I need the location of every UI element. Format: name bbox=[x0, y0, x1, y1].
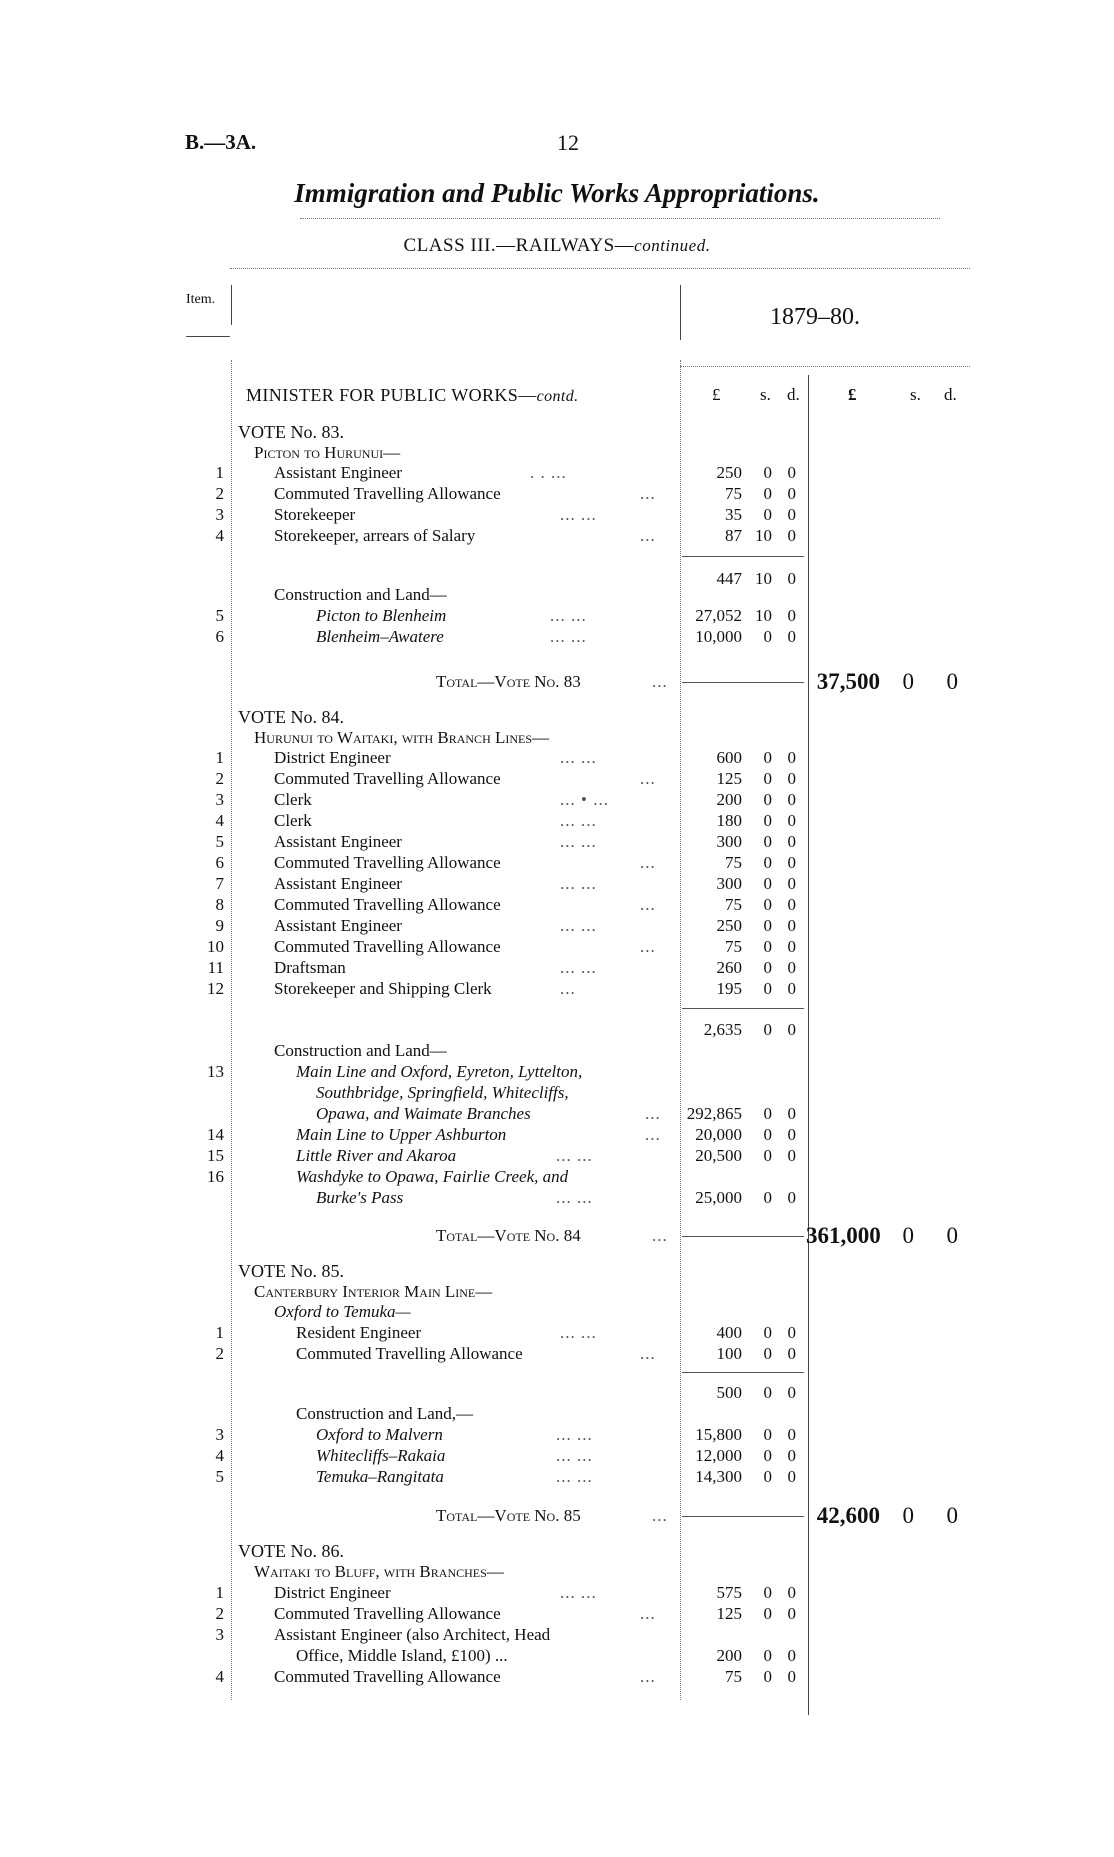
table-row: 1 Resident Engineer ... ... 400 0 0 bbox=[215, 1323, 796, 1342]
table-row: 4 Clerk ... ... 180 0 0 bbox=[215, 811, 796, 830]
table-row: 4 Storekeeper, arrears of Salary ... 87 10 0 bbox=[215, 526, 796, 545]
total-pound-column-header: £ bbox=[848, 385, 857, 404]
item-column-rule-top bbox=[231, 285, 232, 325]
page-number: 12 bbox=[557, 130, 579, 155]
table-row: 2 Commuted Travelling Allowance ... 125 0 0 bbox=[215, 1604, 796, 1623]
class-rule bbox=[230, 268, 970, 269]
table-row-continuation: Office, Middle Island, £100) ... 200 0 0 bbox=[296, 1646, 796, 1665]
total-rule bbox=[682, 682, 804, 683]
table-row: 5 Picton to Blenheim ... ... 27,052 10 0 bbox=[215, 606, 796, 625]
vote-85-title: VOTE No. 85. bbox=[238, 1261, 344, 1281]
subtotal-row: 500 0 0 bbox=[716, 1383, 796, 1402]
total-shilling-column-header: s. bbox=[910, 385, 921, 404]
subtotal-row: 447 10 0 bbox=[716, 569, 796, 588]
table-row: 3 Storekeeper ... ... 35 0 0 bbox=[215, 505, 796, 524]
section-heading: MINISTER FOR PUBLIC WORKS—contd. bbox=[246, 385, 579, 405]
table-row: 3 Assistant Engineer (also Architect, Head bbox=[215, 1625, 551, 1644]
item-header-rule bbox=[186, 336, 230, 337]
table-row: 11 Draftsman ... ... 260 0 0 bbox=[207, 958, 796, 977]
vote-83-total-row: Total—Vote No. 83 ... 37,500 0 0 bbox=[436, 669, 958, 694]
table-row: 2 Commuted Travelling Allowance ... 125 0 0 bbox=[215, 769, 796, 788]
table-row: 13 Main Line and Oxford, Eyreton, Lyttelton, bbox=[207, 1062, 583, 1081]
total-rule bbox=[682, 1236, 804, 1237]
subtotal-rule bbox=[682, 1008, 804, 1009]
year-rule bbox=[680, 366, 970, 367]
table-row-continuation: Burke's Pass ... ... 25,000 0 0 bbox=[316, 1188, 796, 1207]
item-column-header: Item. bbox=[186, 292, 216, 307]
table-row: 1 District Engineer ... ... 600 0 0 bbox=[215, 748, 796, 767]
table-row-continuation: Opawa, and Waimate Branches ... 292,865 0 0 bbox=[316, 1104, 796, 1123]
total-pence-column-header: d. bbox=[944, 385, 957, 404]
table-row: 1 District Engineer ... ... 575 0 0 bbox=[215, 1583, 796, 1602]
table-row: 4 Whitecliffs–Rakaia ... ... 12,000 0 0 bbox=[215, 1446, 796, 1465]
table-row: 6 Blenheim–Awatere ... ... 10,000 0 0 bbox=[215, 627, 796, 646]
pound-column-header: £ bbox=[712, 385, 721, 404]
title-rule bbox=[300, 218, 940, 219]
page-title: Immigration and Public Works Appropriations. bbox=[294, 178, 820, 208]
table-row: 16 Washdyke to Opawa, Fairlie Creek, and bbox=[207, 1167, 569, 1186]
total-rule bbox=[682, 1516, 804, 1517]
vote-83-subtitle: Picton to Hurunui— bbox=[254, 443, 401, 462]
page-identifier: B.—3A. bbox=[185, 130, 257, 154]
vote-86-subtitle: Waitaki to Bluff, with Branches— bbox=[254, 1562, 504, 1581]
vote-84-subtitle: Hurunui to Waitaki, with Branch Lines— bbox=[254, 728, 550, 747]
vote-84-total-row: Total—Vote No. 84 ... 361,000 0 0 bbox=[436, 1223, 958, 1248]
table-row: 3 Oxford to Malvern ... ... 15,800 0 0 bbox=[215, 1425, 796, 1444]
table-row: 10 Commuted Travelling Allowance ... 75 0 0 bbox=[207, 937, 796, 956]
table-row: 5 Assistant Engineer ... ... 300 0 0 bbox=[215, 832, 796, 851]
vote-83-title: VOTE No. 83. bbox=[238, 422, 344, 442]
vote-85-subtitle: Canterbury Interior Main Line— bbox=[254, 1282, 493, 1301]
table-row: 9 Assistant Engineer ... ... 250 0 0 bbox=[215, 916, 796, 935]
table-row: 5 Temuka–Rangitata ... ... 14,300 0 0 bbox=[215, 1467, 796, 1486]
construction-heading: Construction and Land— bbox=[274, 1041, 447, 1060]
table-row: 7 Assistant Engineer ... ... 300 0 0 bbox=[215, 874, 796, 893]
table-row: 1 Assistant Engineer . . ... 250 0 0 bbox=[215, 463, 796, 482]
vote-85-sub-subtitle: Oxford to Temuka— bbox=[274, 1302, 411, 1321]
year-header: 1879–80. bbox=[770, 304, 860, 330]
table-row: 2 Commuted Travelling Allowance ... 100 0 0 bbox=[215, 1344, 796, 1363]
table-row: 6 Commuted Travelling Allowance ... 75 0 0 bbox=[215, 853, 796, 872]
shilling-column-header: s. bbox=[760, 385, 771, 404]
vote-84-title: VOTE No. 84. bbox=[238, 707, 344, 727]
table-row: 12 Storekeeper and Shipping Clerk ... 195 0 0 bbox=[207, 979, 796, 998]
construction-heading: Construction and Land,— bbox=[296, 1404, 474, 1423]
table-row: 14 Main Line to Upper Ashburton ... 20,000 0 0 bbox=[207, 1125, 796, 1144]
table-row-continuation: Southbridge, Springfield, Whitecliffs, bbox=[316, 1083, 569, 1102]
class-heading: CLASS III.—RAILWAYS—continued. bbox=[403, 235, 711, 256]
table-row: 2 Commuted Travelling Allowance ... 75 0 0 bbox=[215, 484, 796, 503]
pence-column-header: d. bbox=[787, 385, 800, 404]
vote-86-title: VOTE No. 86. bbox=[238, 1541, 344, 1561]
subtotal-rule bbox=[682, 556, 804, 557]
subtotal-rule bbox=[682, 1372, 804, 1373]
vote-85-total-row: Total—Vote No. 85 ... 42,600 0 0 bbox=[436, 1503, 958, 1528]
construction-heading: Construction and Land— bbox=[274, 585, 447, 604]
table-row: 8 Commuted Travelling Allowance ... 75 0 0 bbox=[215, 895, 796, 914]
desc-column-rule-top bbox=[680, 285, 681, 340]
table-row: 4 Commuted Travelling Allowance ... 75 0 0 bbox=[215, 1667, 796, 1686]
table-row: 3 Clerk ... • ... 200 0 0 bbox=[215, 790, 796, 809]
subtotal-row: 2,635 0 0 bbox=[703, 1020, 796, 1039]
table-row: 15 Little River and Akaroa ... ... 20,500 0 0 bbox=[207, 1146, 796, 1165]
